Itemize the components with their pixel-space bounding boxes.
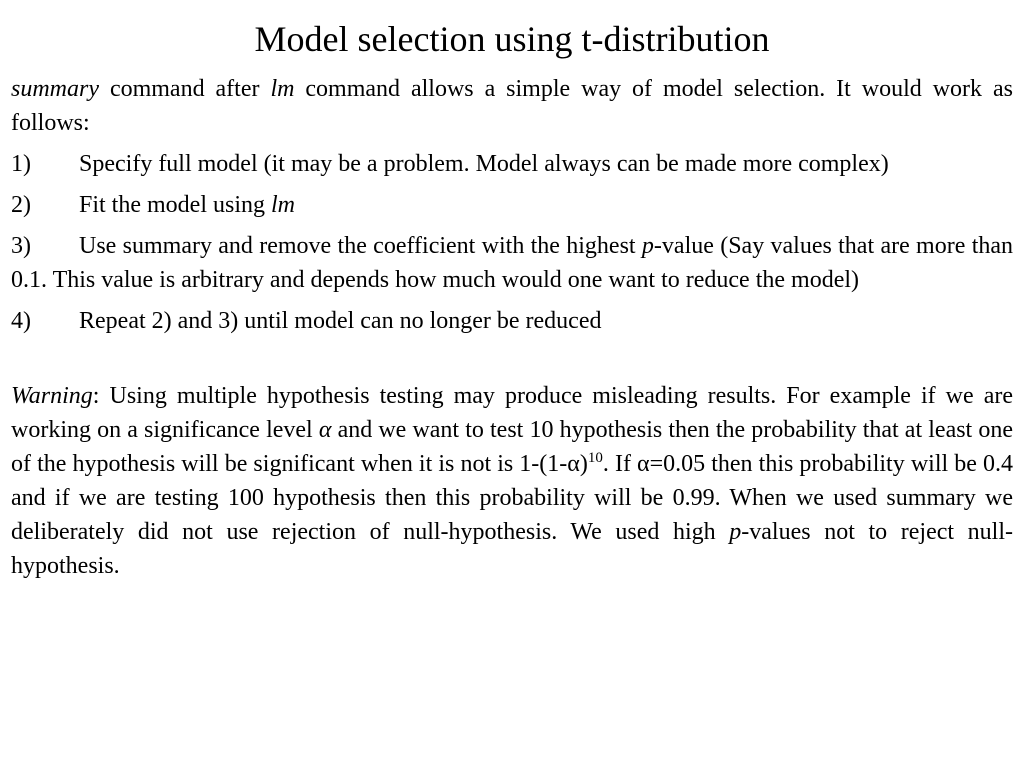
warning-text-1: : Using multiple hypothesis testing may produce misleading results. For example if we are working on a significance level: [11, 383, 1013, 443]
step-3-number: 3): [11, 233, 31, 259]
intro-text-1: command after: [99, 76, 271, 102]
alpha-symbol: α: [318, 417, 332, 443]
intro-paragraph: [11, 72, 1013, 140]
step-4-text: Repeat 2) and 3) until model can no longer be reduced: [79, 308, 602, 334]
warning-text-4: -values not to reject null-hypothesis.: [11, 519, 1013, 579]
term-lm: lm: [270, 76, 295, 102]
step-2-term: lm: [271, 192, 295, 218]
step-3-text-after: -value (Say values that are more than 0.1. This value is arbitrary and depends how much would one want to reduce the model): [11, 233, 1014, 293]
step-3: [11, 229, 1013, 297]
step-3-text-before: Use summary and remove the coefficient with the highest: [79, 233, 642, 259]
term-summary: summary: [11, 76, 99, 102]
step-1-number: 1): [11, 151, 31, 177]
step-1-text: Specify full model (it may be a problem. Model always can be made more complex): [79, 151, 889, 177]
intro-text-2: command allows a simple way of model selection. It would work as follows:: [11, 76, 1013, 136]
warning-text-3: . If α=0.05 then this probability will be 0.4 and if we are testing 100 hypothesis then this probability will be 0.99. When we used summary we deliberately did not use rejection of null-hypothesis. We used high: [11, 451, 1013, 545]
step-2: [11, 188, 1013, 222]
warning-text-2: and we want to test 10 hypothesis then the probability that at least one of the hypothesis will be significant when it is not is 1-(1-α): [11, 417, 1013, 477]
step-2-text: Fit the model using: [79, 192, 271, 218]
warning-paragraph: [11, 379, 1013, 583]
step-3-term: p: [641, 233, 654, 259]
step-1: [11, 147, 1013, 181]
step-2-number: 2): [11, 192, 31, 218]
exponent: 10: [587, 450, 603, 466]
slide-body: [11, 72, 1013, 590]
warning-label: Warning: [11, 383, 93, 409]
slide-title: Model selection using t-distribution: [254, 19, 770, 59]
step-4: [11, 304, 1013, 338]
term-p: p: [729, 519, 742, 545]
step-4-number: 4): [11, 308, 31, 334]
paragraph-spacer: [11, 345, 1013, 379]
